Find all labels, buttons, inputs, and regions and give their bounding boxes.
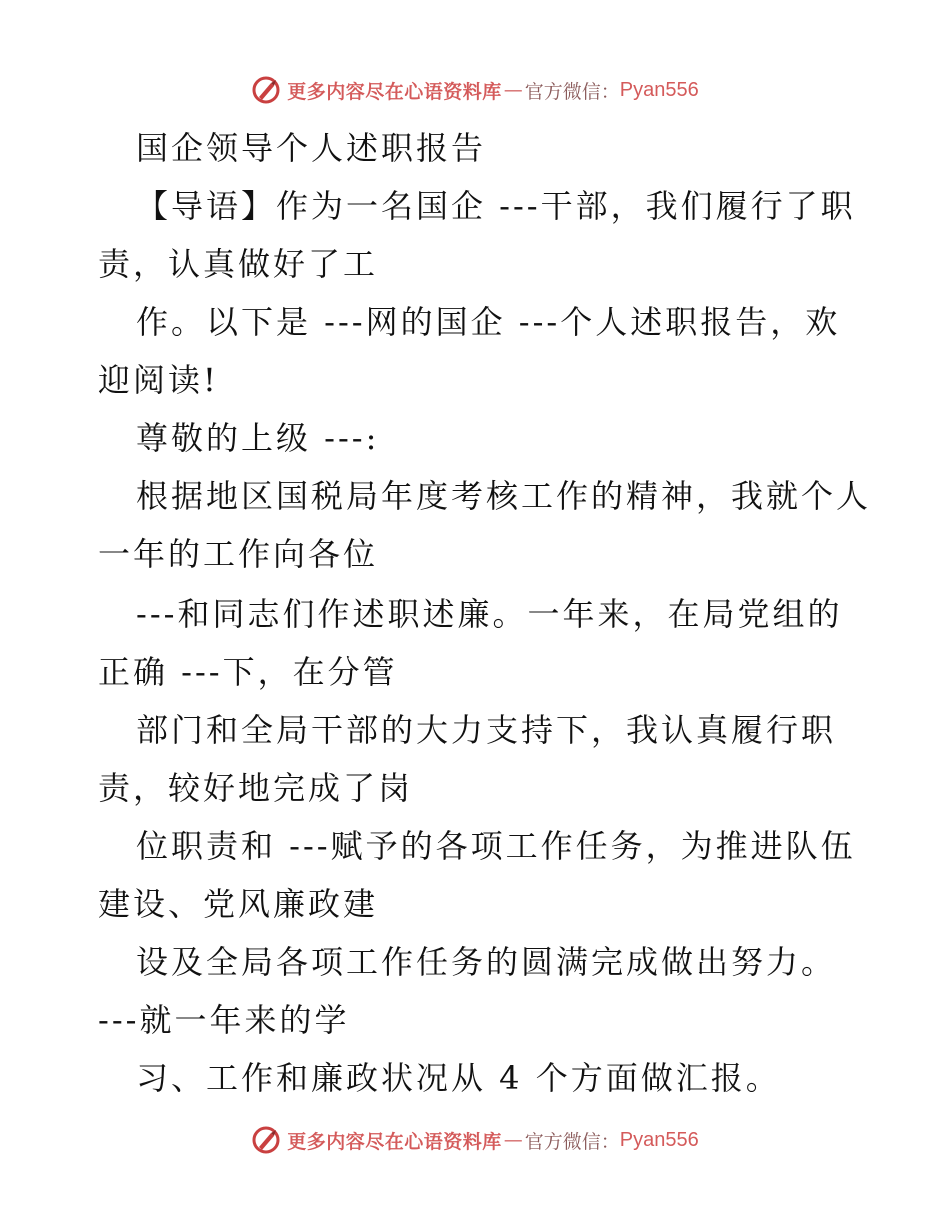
paragraph-line: 正确 ---下，在分管 (98, 653, 398, 691)
watermark-text: 更多内容尽在心语资料库 (287, 1130, 502, 1153)
paragraph-line: 作。以下是 ---网的国企 ---个人述职报告，欢 (136, 303, 841, 341)
watermark-dash: — (503, 79, 523, 101)
watermark-text: 更多内容尽在心语资料库 (287, 80, 502, 103)
paragraph-line: 迎阅读! (98, 361, 219, 399)
paragraph-line: 根据地区国税局年度考核工作的精神，我就个人 (136, 477, 872, 515)
watermark-dash: — (503, 1129, 523, 1151)
watermark-wechat-label: 官方微信： (524, 80, 620, 103)
quill-logo-icon (251, 1125, 281, 1155)
paragraph-line: 位职责和 ---赋予的各项工作任务，为推进队伍 (136, 827, 856, 865)
footer-watermark (0, 1120, 950, 1160)
document-title: 国企领导个人述职报告 (136, 129, 487, 167)
watermark-wechat-id: Pyan556 (619, 1128, 699, 1151)
paragraph-line: 责，较好地完成了岗 (98, 769, 414, 807)
watermark-wechat-id: Pyan556 (619, 78, 699, 101)
paragraph-line: 建设、党风廉政建 (98, 885, 379, 923)
paragraph-line: 部门和全局干部的大力支持下，我认真履行职 (136, 711, 837, 749)
paragraph-line: ---就一年来的学 (98, 1001, 350, 1039)
quill-logo-icon (251, 75, 281, 105)
paragraph-line: ---和同志们作述职述廉。一年来，在局党组的 (136, 595, 843, 633)
watermark-wechat-label: 官方微信： (524, 1130, 620, 1153)
paragraph-line: 责，认真做好了工 (98, 245, 379, 283)
header-watermark (0, 70, 950, 110)
salutation: 尊敬的上级 ---: (136, 419, 380, 457)
paragraph-line: 一年的工作向各位 (98, 535, 379, 573)
paragraph-line: 设及全局各项工作任务的圆满完成做出努力。 (136, 943, 837, 981)
paragraph-line: 【导语】作为一名国企 ---干部，我们履行了职 (136, 187, 856, 225)
paragraph-line: 习、工作和廉政状况从 4 个方面做汇报。 (136, 1059, 781, 1097)
